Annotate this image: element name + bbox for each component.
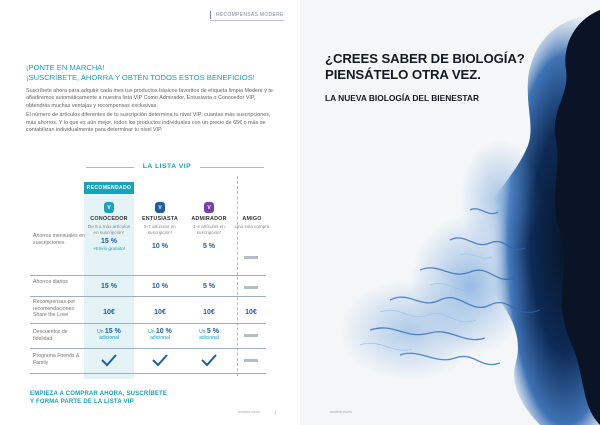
tier-badge-icon: V <box>155 202 165 213</box>
page-number: 1 <box>274 410 277 415</box>
subhead: LA NUEVA BIOLOGÍA DEL BIENESTAR <box>325 93 480 103</box>
headline-line-1: ¿CREES SABER DE BIOLOGÍA? <box>325 51 525 66</box>
tier-requirement: 1-4 artículos en suscripción* <box>193 224 225 235</box>
row-label-loyalty-discounts: Descuentos de fidelidad <box>33 329 68 342</box>
kicker-line-2: ¡SUSCRÍBETE, AHORRA Y OBTÉN TODOS ESTOS BENEFICIOS! <box>26 73 255 82</box>
tier-name: CONOCEDOR <box>90 216 128 222</box>
folio-url: modere.eu/es <box>238 410 260 414</box>
vip-title-rule-right <box>200 167 264 168</box>
tier-requirement: 5-7 artículos en suscripción* <box>144 224 176 235</box>
row-label-referral-rewards: Recompensas por recomendaciones Share the Love <box>33 299 76 319</box>
loyalty-prefix: Un <box>97 329 104 335</box>
tier-subscription-savings: 10 % <box>152 243 168 251</box>
row-label-subscription-savings: Ahorros mensuales en suscripciones <box>33 233 85 246</box>
daily-savings-conocedor: 15 % <box>101 283 117 290</box>
tier-badge-icon: V <box>104 202 114 213</box>
table-row-divider <box>30 275 266 276</box>
daily-savings-admirador: 5 % <box>202 283 216 290</box>
tier-badge-icon: V <box>204 202 214 213</box>
vip-list-title: LA LISTA VIP <box>142 163 192 170</box>
tier-subscription-savings: 15 % <box>101 238 117 246</box>
tier-conocedor <box>86 202 132 252</box>
tier-name: ADMIRADOR <box>191 216 227 222</box>
loyalty-suffix: adicional <box>99 335 119 341</box>
running-head-divider <box>210 11 211 19</box>
loyalty-prefix: Un <box>148 329 155 335</box>
row-label-daily-savings: Ahorros diarios <box>33 279 68 285</box>
headline <box>325 51 595 83</box>
kicker <box>26 63 286 83</box>
intro-text <box>26 88 278 136</box>
check-icon <box>200 353 218 367</box>
loyalty-admirador <box>186 328 232 341</box>
table-row-divider <box>30 373 266 374</box>
table-row-divider <box>30 323 266 324</box>
tier-extra-benefit: +Envío gratuito! <box>92 246 126 252</box>
referral-amigo: 10€ <box>245 309 257 316</box>
loyalty-value: 10 % <box>155 328 172 335</box>
recommended-badge: RECOMENDADO <box>84 182 134 194</box>
check-icon <box>151 353 169 367</box>
not-applicable-dash <box>244 359 258 362</box>
cta-line-2: Y FORMA PARTE DE LA LISTA VIP <box>30 399 134 405</box>
referral-conocedor: 10€ <box>103 309 115 316</box>
tier-name: ENTUSIASTA <box>141 216 179 222</box>
not-applicable-dash <box>244 256 258 259</box>
loyalty-conocedor <box>86 328 132 341</box>
loyalty-entusiasta <box>137 328 183 341</box>
tier-name: AMIGO <box>242 216 262 222</box>
tier-entusiasta <box>137 202 183 250</box>
loyalty-suffix: adicional <box>199 335 219 341</box>
loyalty-suffix: adicional <box>150 335 170 341</box>
tier-admirador <box>186 202 232 250</box>
cta-line-1: EMPIEZA A COMPRAR AHORA, SUSCRÍBETE <box>30 391 168 397</box>
loyalty-prefix: Un <box>199 329 206 335</box>
folio-url: modere.eu/es <box>330 410 352 414</box>
loyalty-value: 15 % <box>104 328 121 335</box>
call-to-action <box>30 390 230 406</box>
tier-subscription-savings: 5 % <box>202 243 216 251</box>
right-page <box>300 0 600 425</box>
running-head-rule <box>210 20 284 21</box>
table-row-divider <box>30 296 266 297</box>
referral-entusiasta: 10€ <box>154 309 166 316</box>
running-head: RECOMPENSAS MODERE <box>216 12 284 18</box>
daily-savings-entusiasta: 10 % <box>152 283 168 290</box>
row-label-friends-family: Programa Friends & Family <box>33 353 80 366</box>
not-applicable-dash <box>244 334 258 337</box>
amigo-column-divider <box>237 176 238 376</box>
referral-admirador: 10€ <box>203 309 215 316</box>
tier-requirement: Una sola compra <box>234 224 270 229</box>
not-applicable-dash <box>244 286 258 289</box>
loyalty-value: 5 % <box>206 328 219 335</box>
intro-paragraph-2: El número de artículos diferentes de tu suscripción determina tu nivel VIP: cuantas más suscripciones, más ahorros. Y lo que es aún mejor, todos los productos individuales con un precio de 65€ o más se contabilizan individualmente para determinar tu nivel VIP. <box>26 112 271 134</box>
tier-amigo <box>229 216 275 230</box>
check-icon <box>100 353 118 367</box>
intro-paragraph-1: Suscríbete ahora para adquirir cada mes tus productos básicos favoritos de etiqueta limpia Modere y te añadiremos automáticamente a nuestra lista VIP Como Admirador, Entusiasta o Conocedor VIP, obtendrás muchas ventajas y recompensas exclusivas. <box>26 88 273 109</box>
table-row-divider <box>30 348 266 349</box>
kicker-line-1: ¡PONTE EN MARCHA! <box>26 63 105 72</box>
tier-requirement: De 8 a más artículos en suscripción* <box>87 224 131 235</box>
headline-line-2: PIENSÁTELO OTRA VEZ. <box>325 66 481 82</box>
